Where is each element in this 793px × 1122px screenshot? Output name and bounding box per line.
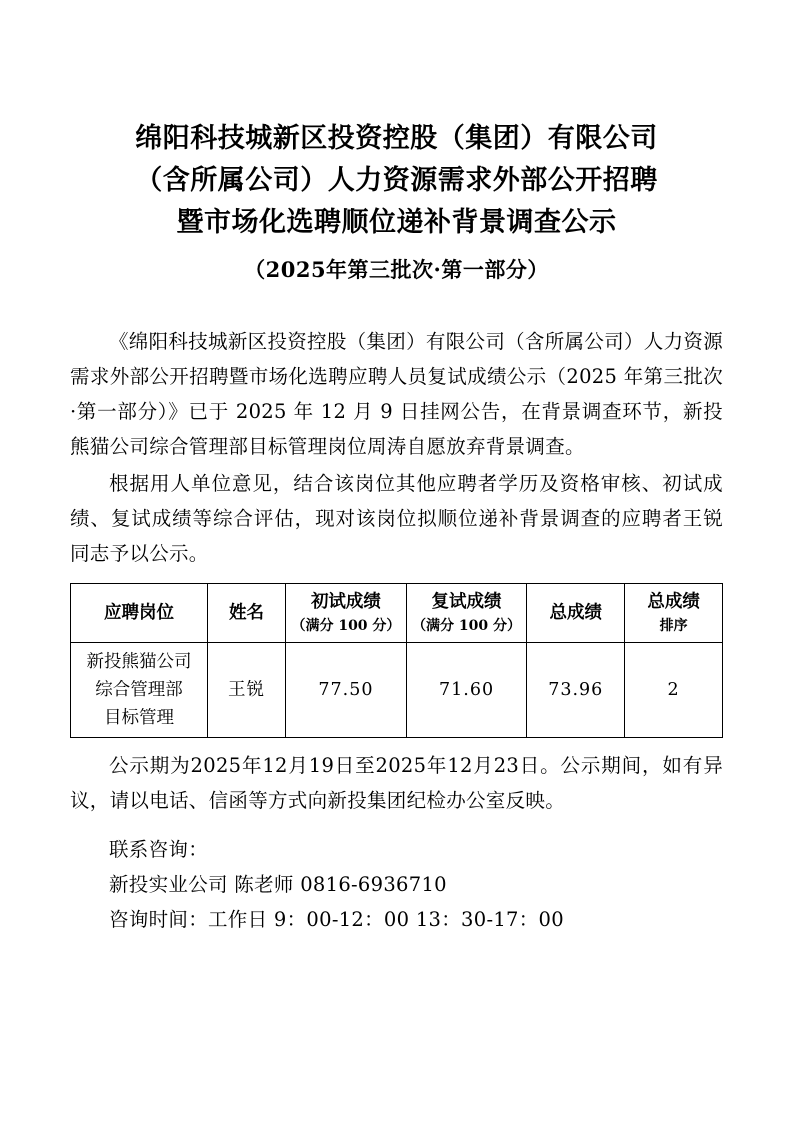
contact-line-2: 咨询时间：工作日 9：00-12：00 13：30-17：00 (109, 908, 564, 931)
score-table (70, 583, 723, 738)
column-header-first-score (286, 584, 407, 643)
notice-paragraph: 公示期为2025年12月19日至2025年12月23日。公示期间，如有异议，请以电话、信函等方式向新投集团纪检办公室反映。 (70, 754, 723, 812)
title-line-2: （含所属公司）人力资源需求外部公开招聘 (135, 165, 658, 196)
column-header-post-label: 应聘岗位 (103, 603, 174, 623)
column-header-second-score-label: 复试成绩 (431, 592, 502, 612)
paragraph-1: 《绵阳科技城新区投资控股（集团）有限公司（含所属公司）人力资源需求外部公开招聘暨市场化选聘应聘人员复试成绩公示（2025 年第三批次·第一部分）》已于 2025 年 12 月 9 日挂网公告，在背景调查环节，新投熊猫公司综合管理部目标管理岗位周涛自愿放弃背景调查。 (70, 330, 723, 458)
column-header-rank-sub: 排序 (659, 618, 688, 634)
cell-rank: 2 (625, 643, 723, 738)
title-line-1: 绵阳科技城新区投资控股（集团）有限公司 (135, 123, 658, 154)
column-header-second-score (406, 584, 527, 643)
title-line-3: 暨市场化选聘顺位递补背景调查公示 (176, 207, 617, 238)
contact-block (70, 832, 723, 937)
cell-name: 王锐 (207, 643, 285, 738)
cell-total-score: 73.96 (527, 643, 625, 738)
column-header-rank-label: 总成绩 (647, 592, 700, 612)
table-header-row (71, 584, 723, 643)
contact-label: 联系咨询： (109, 838, 209, 861)
column-header-total-score (527, 584, 625, 643)
contact-line-1: 新投实业公司 陈老师 0816-6936710 (109, 873, 447, 896)
page-title (70, 118, 723, 244)
column-header-rank (625, 584, 723, 643)
column-header-total-score-label: 总成绩 (549, 603, 602, 623)
column-header-name-label: 姓名 (229, 603, 265, 623)
body-text (70, 324, 723, 571)
column-header-post (71, 584, 208, 643)
column-header-first-score-sub: （满分 100 分） (291, 618, 401, 634)
page-subtitle: （2025年第三批次·第一部分） (244, 257, 549, 282)
column-header-first-score-label: 初试成绩 (310, 592, 381, 612)
cell-first-score: 77.50 (286, 643, 407, 738)
table-row (71, 643, 723, 738)
cell-second-score: 71.60 (406, 643, 527, 738)
paragraph-2: 根据用人单位意见，结合该岗位其他应聘者学历及资格审核、初试成绩、复试成绩等综合评估，现对该岗位拟顺位递补背景调查的应聘者王锐同志予以公示。 (70, 472, 723, 565)
column-header-name (207, 584, 285, 643)
column-header-second-score-sub: （满分 100 分） (412, 618, 522, 634)
score-table-wrapper (70, 583, 723, 738)
cell-post: 新投熊猫公司 综合管理部 目标管理 (71, 643, 208, 738)
